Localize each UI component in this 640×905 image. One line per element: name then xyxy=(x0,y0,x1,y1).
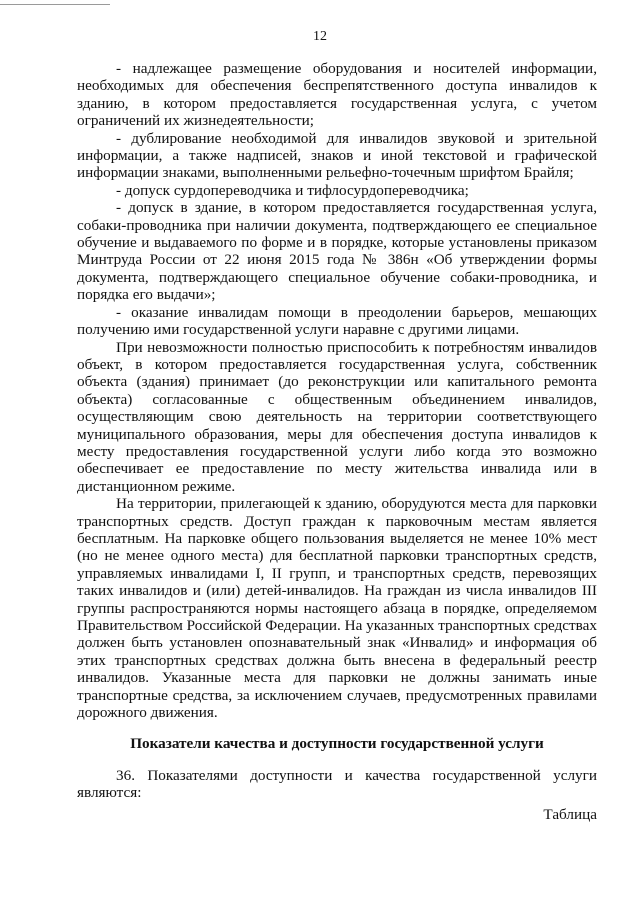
list-item-equipment: - надлежащее размещение оборудования и носителей информации, необходимых для обеспечения беспрепятственного доступа инвалидов к зданию, в котором предоставляется государственная услуга, с учетом ограничений их жизнедеятельности; xyxy=(77,60,597,130)
paragraph-adaptation: При невозможности полностью приспособить к потребностям инвалидов объект, в котором предоставляется государственная услуга, собственник объекта (здания) принимает (до реконструкции или капитального ремонта объекта) согласованные с общественным объединением инвалидов, осуществляющим свою деятельность на территории соответствующего муниципального образования, меры для обеспечения доступа инвалидов к месту предоставления государственной услуги либо когда это возможно обеспечивает ее предоставление по месту жительства инвалида или в дистанционном режиме. xyxy=(77,338,597,495)
paragraph-parking: На территории, прилегающей к зданию, оборудуются места для парковки транспортных средств. Доступ граждан к парковочным местам является бесплатным. На парковке общего пользования выделяется не менее 10% мест (но не менее одного места) для бесплатной парковки транспортных средств, управляемых инвалидами I, II групп, и транспортных средств, перевозящих таких инвалидов и (или) детей-инвалидов. На граждан из числа инвалидов III группы распространяются нормы настоящего абзаца в порядке, определяемом Правительством Российской Федерации. На указанных транспортных средствах должен быть установлен опознавательный знак «Инвалид» и информация об этих транспортных средствах должна быть внесена в федеральный реестр инвалидов. Указанные места для парковки не должны занимать иные транспортные средства, за исключением случаев, предусмотренных правилами дорожного движения. xyxy=(77,495,597,722)
list-item-sign-interpreter: - допуск сурдопереводчика и тифлосурдопереводчика; xyxy=(116,181,469,199)
list-item-duplication: - дублирование необходимой для инвалидов звуковой и зрительной информации, а также надписей, знаков и иной текстовой и графической информации знаками, выполненными рельефно-точечным шрифтом Брайля; xyxy=(77,129,597,182)
table-label: Таблица xyxy=(543,805,597,823)
document-body xyxy=(77,60,597,823)
list-item-guide-dog: - допуск в здание, в котором предоставляется государственная услуга, собаки-проводника при наличии документа, подтверждающего ее специальное обучение и выдаваемого по форме и в порядке, которые установлены приказом Минтруда России от 22 июня 2015 года № 386н «Об утверждении формы документа, подтверждающего специальное обучение собаки-проводника, и порядка его выдачи»; xyxy=(77,199,597,304)
scan-corner-mark xyxy=(0,0,110,5)
list-item-assistance: - оказание инвалидам помощи в преодолении барьеров, мешающих получению ими государственной услуги наравне с другими лицами. xyxy=(77,303,597,339)
page-number: 12 xyxy=(313,29,327,44)
section-heading: Показатели качества и доступности государственной услуги xyxy=(130,735,544,753)
paragraph-item-36: 36. Показателями доступности и качества государственной услуги являются: xyxy=(77,766,597,802)
